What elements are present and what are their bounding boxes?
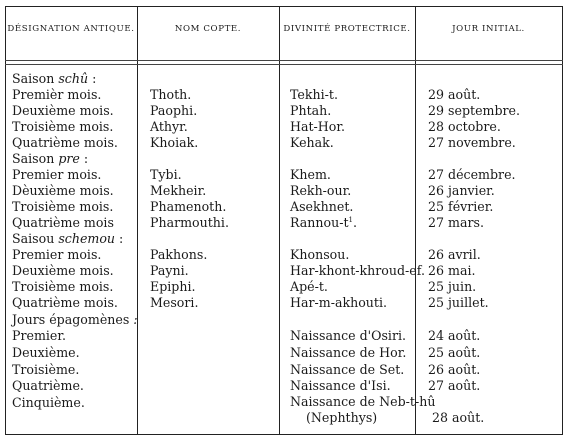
- divinity: Hat-Hor.: [290, 119, 346, 134]
- season-label: Saisou schemou :: [12, 231, 124, 246]
- coptic-name: Phamenoth.: [150, 199, 227, 214]
- coptic-name: Khoiak.: [150, 135, 199, 150]
- coptic-name: Pakhons.: [150, 247, 208, 262]
- month-name: Dèuxième mois.: [12, 183, 114, 198]
- start-date: 27 mars.: [428, 215, 484, 230]
- month-name: Premier mois.: [12, 247, 102, 262]
- divinity: Khem.: [290, 167, 331, 182]
- divinity: Asekhnet.: [290, 199, 354, 214]
- day-name: Deuxième.: [12, 345, 80, 360]
- header-rule-double: [5, 64, 563, 65]
- start-date: 28 août.: [432, 410, 485, 425]
- start-date: 25 juin.: [428, 279, 477, 294]
- column-divider: [279, 6, 280, 435]
- divinity: Naissance de Neb-t-hû: [290, 394, 436, 409]
- table-border-right: [562, 6, 563, 435]
- start-date: 26 août.: [428, 362, 481, 377]
- day-name: Premier.: [12, 328, 67, 343]
- divinity: Naissance de Set.: [290, 362, 405, 377]
- divinity: Rekh-our.: [290, 183, 352, 198]
- month-name: Troisième mois.: [12, 199, 114, 214]
- divinity: Kehak.: [290, 135, 334, 150]
- divinity: Tekhi-t.: [290, 87, 338, 102]
- month-name: Premier mois.: [12, 167, 102, 182]
- footnote-marker: 1: [348, 216, 353, 224]
- divinity: Har-m-akhouti.: [290, 295, 387, 310]
- coptic-name: Paophi.: [150, 103, 198, 118]
- start-date: 25 février.: [428, 199, 494, 214]
- column-divider: [415, 6, 416, 435]
- month-name: Troisième mois.: [12, 119, 114, 134]
- day-name: Quatrième.: [12, 378, 84, 393]
- header-designation: DÉSIGNATION ANTIQUE.: [7, 24, 135, 34]
- start-date: 26 avril.: [428, 247, 481, 262]
- start-date: 28 octobre.: [428, 119, 501, 134]
- month-name: Deuxième mois.: [12, 103, 114, 118]
- start-date: 25 août.: [428, 345, 481, 360]
- start-date: 29 septembre.: [428, 103, 520, 118]
- start-date: 26 mai.: [428, 263, 476, 278]
- header-jour-initial: JOUR INITIAL.: [452, 24, 525, 34]
- column-divider: [137, 6, 138, 435]
- start-date: 29 août.: [428, 87, 481, 102]
- start-date: 27 décembre.: [428, 167, 516, 182]
- divinity: Apé-t.: [290, 279, 328, 294]
- start-date: 27 novembre.: [428, 135, 516, 150]
- coptic-name: Mekheir.: [150, 183, 207, 198]
- divinity: Khonsou.: [290, 247, 350, 262]
- coptic-name: Tybi.: [150, 167, 182, 182]
- start-date: 27 août.: [428, 378, 481, 393]
- coptic-name: Mesori.: [150, 295, 199, 310]
- season-label: Saison pre :: [12, 151, 89, 166]
- epagomenal-label: Jours épagomènes :: [12, 312, 138, 327]
- month-name: Quatrième mois: [12, 215, 114, 230]
- month-name: Quatrième mois.: [12, 135, 118, 150]
- day-name: Cinquième.: [12, 395, 85, 410]
- coptic-name: Epiphi.: [150, 279, 196, 294]
- divinity: Naissance d'Osiri.: [290, 328, 407, 343]
- coptic-name: Thoth.: [150, 87, 192, 102]
- divinity-continuation: (Nephthys): [306, 410, 378, 425]
- start-date: 24 août.: [428, 328, 481, 343]
- start-date: 25 juillet.: [428, 295, 489, 310]
- month-name: Premièr mois.: [12, 87, 102, 102]
- month-name: Deuxième mois.: [12, 263, 114, 278]
- table-top-rule: [5, 6, 563, 7]
- header-nom-copte: NOM COPTE.: [174, 24, 242, 34]
- table-border-left: [5, 6, 6, 435]
- divinity: Rannou-$t^1$.: [290, 215, 357, 230]
- divinity: Naissance de Hor.: [290, 345, 407, 360]
- month-name: Troisième mois.: [12, 279, 114, 294]
- month-name: Quatrième mois.: [12, 295, 118, 310]
- coptic-name: Pharmouthi.: [150, 215, 229, 230]
- divinity: Naissance d'Isi.: [290, 378, 391, 393]
- start-date: 26 janvier.: [428, 183, 495, 198]
- header-divinite: DIVINITÉ PROTECTRICE.: [283, 24, 411, 34]
- table-bottom-rule: [5, 434, 563, 435]
- coptic-name: Athyr.: [150, 119, 188, 134]
- divinity: Phtah.: [290, 103, 332, 118]
- day-name: Troisième.: [12, 362, 80, 377]
- coptic-name: Payni.: [150, 263, 189, 278]
- divinity: Har-khont-khroud-ef.: [290, 263, 425, 278]
- season-label: Saison schû :: [12, 71, 97, 86]
- header-rule: [5, 60, 563, 61]
